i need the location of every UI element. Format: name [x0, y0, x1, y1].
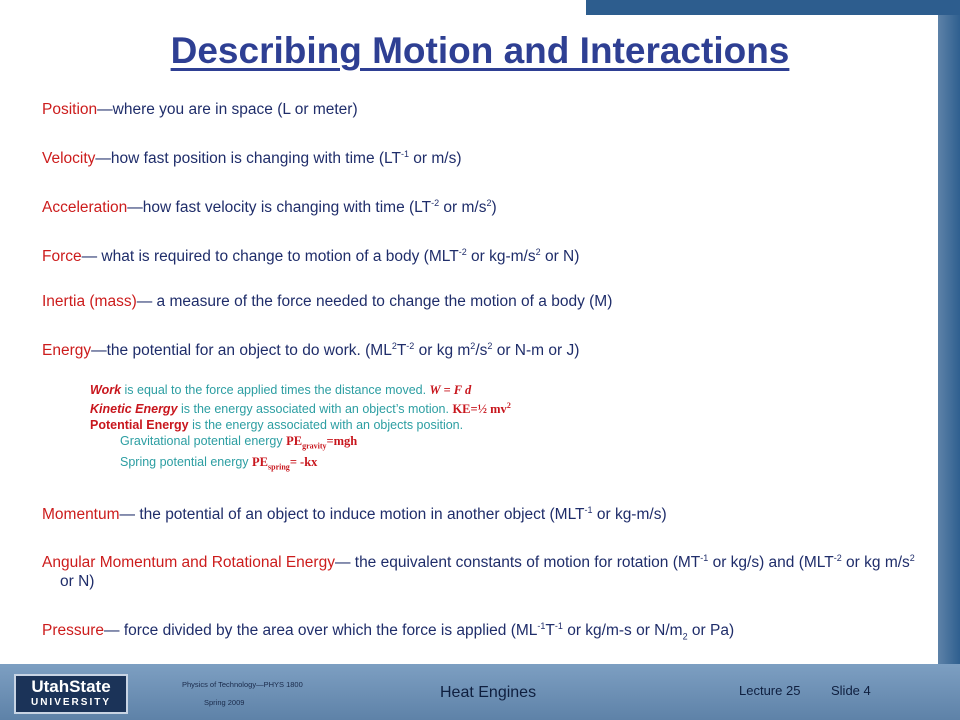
detail-spring: Spring potential energy $PE_{spring}= -kx$: [120, 455, 318, 472]
slide-footer: [0, 664, 960, 720]
term-pressure: Pressure: [42, 622, 105, 640]
term-force: Force: [42, 248, 82, 266]
course-name: Physics of Technology—PHYS 1800: [182, 680, 303, 689]
top-accent-bar: [586, 0, 960, 15]
lecture-number: Lecture 25: [739, 683, 801, 698]
detail-potential: Potential Energy is the energy associated with an objects position.: [90, 417, 464, 432]
formula-spring: $PE_{spring}= -kx$: [252, 455, 318, 472]
term-inertia: Inertia (mass): [42, 293, 137, 311]
term-position: Position: [42, 101, 98, 118]
item-position: Position—where you are in space (L or meter): [42, 101, 358, 118]
detail-kinetic: Kinetic Energy is the energy associated with an object’s motion. KE=½ $mv^2$: [90, 400, 511, 416]
slide-title: Describing Motion and Interactions: [170, 30, 790, 71]
item-inertia: Inertia (mass)— a measure of the force needed to change the motion of a body (M): [42, 293, 613, 311]
term-angular: Angular Momentum and Rotational Energy: [42, 554, 335, 572]
lecture-topic: Heat Engines: [440, 684, 537, 701]
slide-number: Slide 4: [831, 683, 871, 698]
item-force: Force— what is required to change to motion of a body ($MLT^{-2}$ or $kg-m/s^2$ or N): [42, 247, 580, 266]
detail-gravitational: Gravitational potential energy $PE_{gravity}=mgh$: [120, 433, 358, 451]
detail-work: Work is equal to the force applied times the distance moved. W = F d: [90, 382, 472, 397]
formula-work: W = F d: [429, 382, 472, 397]
item-angular: Angular Momentum and Rotational Energy— the equivalent constants of motion for rotation ($MT^{-1}$ or kg/s) and ($MLT^{-2}$ or kg $m/s^2$ or N): [42, 552, 915, 591]
item-momentum: Momentum— the potential of an object to induce motion in another object ($MLT^{-1}$ or kg-m/s): [42, 504, 667, 523]
term-acceleration: Acceleration: [42, 199, 128, 217]
energy-details: [42, 382, 922, 476]
formula-kinetic: KE=½ $mv^2$: [452, 400, 511, 416]
item-pressure: Pressure— force divided by the area over which the force is applied ($ML^{-1}T^{-1}$ or kg/m-s or $N/m_2$ or Pa): [42, 621, 735, 642]
right-accent-bar: [938, 0, 960, 664]
university-logo: UtahState UNIVERSITY: [14, 674, 128, 714]
item-acceleration: Acceleration—how fast velocity is changing with time ($LT^{-2}$ or $m/s^2$): [42, 198, 497, 217]
course-term: Spring 2009: [204, 698, 245, 707]
item-velocity: Velocity—how fast position is changing with time ($LT^{-1}$ or m/s): [42, 149, 462, 168]
slide-content: [42, 97, 922, 646]
term-velocity: Velocity: [42, 150, 96, 168]
item-energy: Energy—the potential for an object to do work. ($ML^2T^{-2}$ or kg $m^2/s^2$ or N-m or J): [42, 341, 580, 360]
term-energy: Energy: [42, 342, 92, 360]
formula-gravity: $PE_{gravity}=mgh$: [286, 433, 358, 451]
term-momentum: Momentum: [42, 505, 120, 523]
